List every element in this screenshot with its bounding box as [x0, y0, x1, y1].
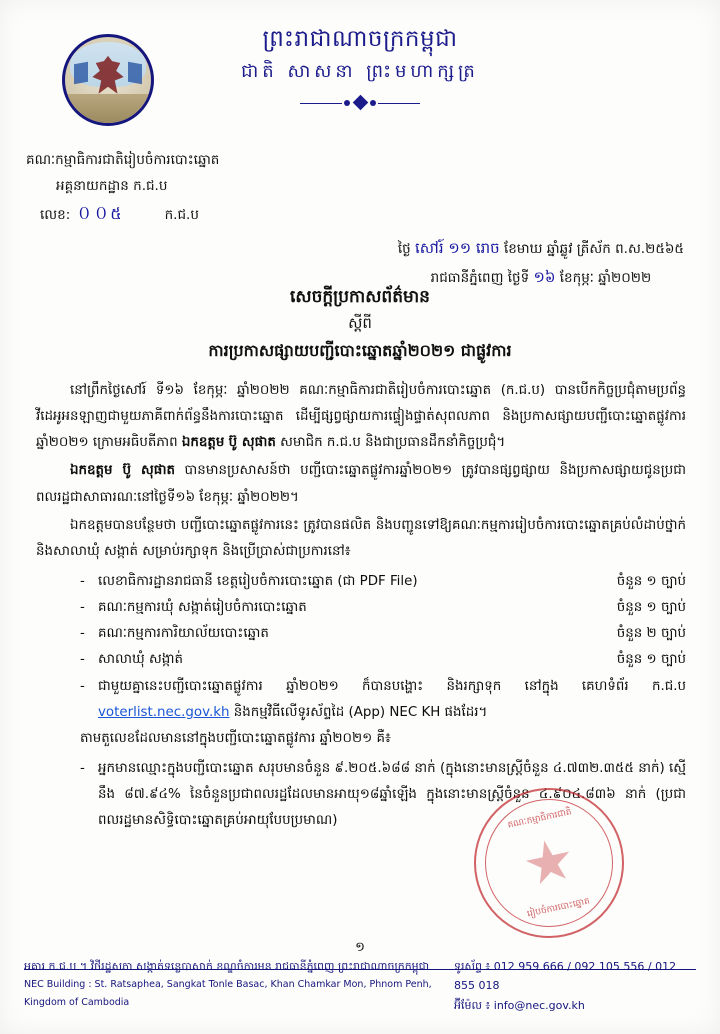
bullet-list	[36, 569, 686, 726]
list-item	[80, 569, 686, 595]
date-lunar-line	[398, 234, 684, 263]
paragraph-3-text: ឯកឧត្តមបានបន្ថែមថា បញ្ជីបោះឆ្នោតផ្លូវការនេះ ត្រូវបានផលិត និងបញ្ជូនទៅឱ្យគណៈកម្មការរៀបចំការបោះឆ្នោតគ្រប់លំដាប់ថ្នាក់ និងសាលាឃុំ សង្កាត់ សម្រាប់រក្សាទុក និងប្រើប្រាស់ជាប្រការនៅ៖	[36, 517, 686, 559]
footer-email: អ៊ីម៉ែល ៖ info@nec.gov.kh	[454, 999, 585, 1013]
chairman-title: ឯកឧត្តម	[181, 435, 225, 451]
statistics-intro: តាមតួលេខដែលមាននៅក្នុងបញ្ជីបោះឆ្នោតផ្លូវការ ឆ្នាំ២០២១ គឺ៖	[80, 730, 391, 746]
bullet-text: សាលាឃុំ សង្កាត់	[98, 652, 184, 668]
document-number-label: លេខ:	[40, 207, 71, 224]
document-title-block	[0, 284, 720, 365]
chairman-name: ប៊ូ សុផាត	[228, 435, 276, 451]
statistics-list	[36, 756, 686, 834]
bullet-quantity: ចំនួន ១ ច្បាប់	[616, 652, 686, 668]
bullet-dash-icon: -	[80, 678, 85, 694]
list-item	[80, 621, 686, 647]
bullet-link-text	[98, 674, 686, 726]
bullet-text: លេខាធិការដ្ឋានរាជធានី ខេត្តរៀបចំការបោះឆ្នោត (ជា PDF File)	[98, 573, 418, 589]
bullet-quantity: ចំនួន ១ ច្បាប់	[616, 573, 686, 589]
page-number: ១	[355, 940, 365, 955]
paragraph-1	[36, 378, 686, 456]
bullet-text: គណៈកម្មការការិយាល័យបោះឆ្នោត	[98, 626, 269, 642]
title-line-3: ការប្រកាសផ្សាយបញ្ជីបោះឆ្នោតឆ្នាំ២០២១ ជាផ្លូវការ	[208, 340, 512, 360]
paragraph-2-text: បានមានប្រសាសន៍ថា បញ្ជីបោះឆ្នោតផ្លូវការឆ្នាំ២០២១ ត្រូវបានផ្សព្វផ្សាយ និងប្រកាសផ្សាយជូនប្រជាពលរដ្ឋជាសាធារណៈនៅថ្ងៃទី១៦ ខែកុម្ភៈ ឆ្នាំ២០២២។	[36, 463, 686, 505]
paragraph-1-text: នៅព្រឹកថ្ងៃសៅរ៍ ទី១៦ ខែកុម្ភៈ ឆ្នាំ២០២២ គណៈកម្មាធិការជាតិរៀបចំការបោះឆ្នោត (ក.ជ.ប) បានបើកកិច្ចប្រជុំតាមប្រព័ន្ធវីដេអូអនឡាញជាមួយភាគីពាក់ព័ន្ធនឹងការបោះឆ្នោត ដើម្បីផ្សព្វផ្សាយការផ្ទៀងផ្ទាត់សុពលភាព និងប្រកាសផ្សាយបញ្ជីបោះឆ្នោតផ្លូវការឆ្នាំ២០២១ ក្រោមអធិបតីភាព	[36, 383, 686, 451]
statistics-text: អ្នកមានឈ្មោះក្នុងបញ្ជីបោះឆ្នោត សរុបមានចំនួន ៩.២០៥.៦៨៨ នាក់ (ក្នុងនោះមានស្ត្រីចំនួន ៤.៧៣២.៣៥៥ នាក់) ស្មើនឹង ៨៧.៩៤% នៃចំនួនប្រជាពលរដ្ឋដែលមានអាយុ១៨ឆ្នាំឡើង ក្នុងនោះមានស្ត្រីចំនួន ៤.៩០៤.៨៣៦ នាក់ (ប្រជាពលរដ្ឋមានសិទ្ធិបោះឆ្នោតគ្រប់អាយុបែបប្រមាណ)	[98, 760, 686, 829]
ornament-divider-icon	[300, 96, 420, 110]
footer-address-khmer: អគារ ក.ជ.ប ។ វិថីរដ្ឋសភា សង្កាត់ទន្លេបាសាក់ ខណ្ឌចំការមន រាជធានីភ្នំពេញ ព្រះរាជាណាចក្រកម្ពុជា	[24, 959, 430, 973]
document-number-value: ００៥	[76, 204, 123, 224]
paragraph-3	[36, 513, 686, 565]
stamp-top-text: គណៈកម្មាធិការជាតិ	[506, 807, 573, 831]
footer-phone: ទូរស័ព្ទ ៖ 012 959 666 / 092 105 556 / 012 855 018	[454, 959, 677, 993]
bullet-dash-icon: -	[80, 573, 85, 589]
date-city-prefix: រាជធានីភ្នំពេញ ថ្ងៃទី	[430, 269, 530, 286]
document-number-row	[26, 199, 219, 229]
document-body	[36, 378, 686, 834]
date-city-handwritten: ១៦	[533, 267, 556, 286]
title-line-1: សេចក្ដីប្រកាសព័ត៌មាន	[290, 287, 430, 307]
national-motto: ជាតិ សាសនា ព្រះមហាក្សត្រ	[241, 61, 479, 83]
document-header	[0, 0, 720, 110]
voterlist-link[interactable]: voterlist.nec.gov.kh	[98, 704, 230, 720]
organisation-block	[26, 148, 219, 230]
date-city-suffix: ខែកុម្ភៈ ឆ្នាំ២០២២	[559, 269, 652, 286]
bullet-dash-icon: -	[80, 760, 85, 776]
bullet-dash-icon: -	[80, 600, 85, 616]
bullet-link-before: ជាមួយគ្នានេះបញ្ជីបោះឆ្នោតផ្លូវការ ឆ្នាំ២០២១ ក៏បានបង្ហោះ និងរក្សាទុក នៅក្នុង គេហទំព័រ ក.ជ.ប	[98, 678, 686, 694]
date-lunar-handwritten: សៅរ៍ ១១ រោច	[415, 239, 500, 257]
bullet-text: គណៈកម្មការឃុំ សង្កាត់រៀបចំការបោះឆ្នោត	[98, 600, 307, 616]
chairman-role: សមាជិក ក.ជ.ប និងជាប្រធានដឹកនាំកិច្ចប្រជុំ។	[280, 435, 506, 451]
document-number-suffix: ក.ជ.ប	[164, 207, 199, 224]
date-lunar-suffix: ខែមាឃ ឆ្នាំឆ្លូវ ត្រីស័ក ព.ស.២៥៦៥	[503, 241, 684, 257]
bullet-quantity: ចំនួន ២ ច្បាប់	[616, 626, 686, 642]
list-item	[80, 647, 686, 673]
bullet-dash-icon: -	[80, 652, 85, 668]
organisation-name: គណៈកម្មាធិការជាតិរៀបចំការបោះឆ្នោត	[26, 152, 220, 168]
list-item	[80, 756, 686, 834]
organisation-department: អគ្គនាយកដ្ឋាន ក.ជ.ប	[56, 177, 168, 194]
paragraph-2	[36, 458, 686, 510]
bullet-link-after: និងកម្មវិធីលើទូរស័ព្ទដៃ (App) NEC KH ផងដែរ។	[233, 704, 488, 720]
title-line-2: ស្ដីពី	[348, 314, 372, 333]
list-item	[80, 595, 686, 621]
bullet-dash-icon: -	[80, 626, 85, 642]
date-block	[398, 234, 684, 291]
bullet-quantity: ចំនួន ១ ច្បាប់	[616, 600, 686, 616]
footer-address-english: NEC Building : St. Ratsaphea, Sangkat Tonle Basac, Khan Chamkar Mon, Phnom Penh, Kingdom of Cambodia	[24, 979, 432, 1008]
list-item-link	[80, 674, 686, 726]
chairman-name-repeat: ឯកឧត្តម ប៊ូ សុផាត	[70, 463, 175, 479]
stamp-bottom-text: រៀបចំការបោះឆ្នោត	[526, 896, 591, 920]
kingdom-title: ព្រះរាជាណាចក្រកម្ពុជា	[262, 26, 458, 52]
document-footer	[24, 957, 696, 1016]
date-lunar-prefix: ថ្ងៃ	[397, 241, 411, 257]
